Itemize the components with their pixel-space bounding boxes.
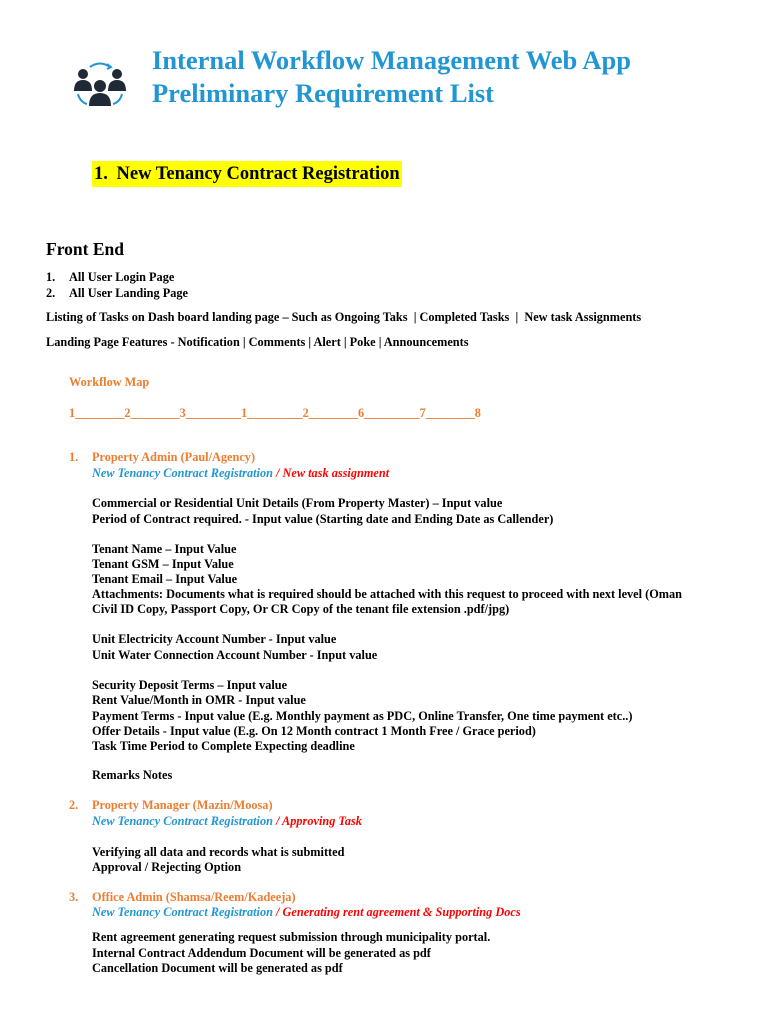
requirement-line: Commercial or Residential Unit Details (From Property Master) – Input value bbox=[92, 496, 503, 510]
list-item-number: 2. bbox=[46, 286, 56, 300]
role-heading bbox=[69, 798, 273, 813]
role-name: Property Admin (Paul/Agency) bbox=[92, 450, 256, 464]
requirement-line: Verifying all data and records what is submitted bbox=[92, 845, 345, 859]
role-task-name: New Tenancy Contract Registration bbox=[92, 466, 273, 480]
role-task bbox=[92, 905, 521, 920]
workflow-map: 1________2________3_________1_________2________6_________7________8 bbox=[69, 406, 481, 420]
requirement-line: Task Time Period to Complete Expecting deadline bbox=[92, 739, 355, 753]
requirement-line: Period of Contract required. - Input value (Starting date and Ending Date as Callender) bbox=[92, 512, 554, 526]
requirement-line: Tenant Email – Input Value bbox=[92, 572, 238, 586]
requirement-line: Tenant Name – Input Value bbox=[92, 542, 237, 556]
requirement-line: Internal Contract Addendum Document will be generated as pdf bbox=[92, 946, 431, 960]
document-title-line1: Internal Workflow Management Web App bbox=[152, 45, 632, 75]
section-number: 1. bbox=[94, 164, 108, 184]
requirement-line: Approval / Rejecting Option bbox=[92, 860, 242, 874]
role-task-type: / Generating rent agreement & Supporting Docs bbox=[272, 905, 521, 919]
front-end-heading: Front End bbox=[46, 239, 124, 259]
role-number: 2. bbox=[69, 798, 79, 812]
role-task-type: / Approving Task bbox=[272, 814, 362, 828]
section-title: New Tenancy Contract Registration bbox=[116, 164, 400, 184]
requirement-line: Remarks Notes bbox=[92, 768, 173, 782]
role-task-name: New Tenancy Contract Registration bbox=[92, 814, 273, 828]
document-title-line2: Preliminary Requirement List bbox=[152, 78, 495, 108]
list-item bbox=[46, 286, 188, 301]
role-task bbox=[92, 814, 362, 829]
role-task-type: / New task assignment bbox=[272, 466, 390, 480]
list-item-number: 1. bbox=[46, 270, 56, 284]
workflow-map-label: Workflow Map bbox=[69, 375, 150, 389]
role-name: Property Manager (Mazin/Moosa) bbox=[92, 798, 273, 812]
requirement-line: Rent agreement generating request submission through municipality portal. bbox=[92, 930, 491, 944]
role-heading bbox=[69, 890, 296, 905]
list-item bbox=[46, 270, 174, 285]
requirement-line: Attachments: Documents what is required should be attached with this request to proceed with next level (Oman bbox=[92, 587, 683, 601]
list-item-text: All User Landing Page bbox=[69, 286, 188, 300]
requirement-line: Civil ID Copy, Passport Copy, Or CR Copy of the tenant file extension .pdf/jpg) bbox=[92, 602, 510, 616]
requirement-line: Offer Details - Input value (E.g. On 12 Month contract 1 Month Free / Grace period) bbox=[92, 724, 536, 738]
section-heading bbox=[92, 161, 402, 187]
team-workflow-icon bbox=[70, 58, 130, 110]
task-listing-text: Listing of Tasks on Dash board landing page – Such as Ongoing Taks | Completed Tasks | New task Assignments bbox=[46, 310, 642, 324]
requirement-line: Payment Terms - Input value (E.g. Monthly payment as PDC, Online Transfer, One time payment etc..) bbox=[92, 709, 633, 723]
role-heading bbox=[69, 450, 255, 465]
list-item-text: All User Login Page bbox=[69, 270, 175, 284]
requirement-line: Cancellation Document will be generated as pdf bbox=[92, 961, 343, 975]
requirement-line: Tenant GSM – Input Value bbox=[92, 557, 234, 571]
role-name: Office Admin (Shamsa/Reem/Kadeeja) bbox=[92, 890, 296, 904]
role-number: 3. bbox=[69, 890, 79, 904]
requirement-line: Unit Water Connection Account Number - Input value bbox=[92, 648, 378, 662]
requirement-line: Rent Value/Month in OMR - Input value bbox=[92, 693, 306, 707]
requirement-line: Unit Electricity Account Number - Input value bbox=[92, 632, 337, 646]
landing-features-text: Landing Page Features - Notification | Comments | Alert | Poke | Announcements bbox=[46, 335, 469, 349]
role-number: 1. bbox=[69, 450, 79, 464]
requirement-line: Security Deposit Terms – Input value bbox=[92, 678, 288, 692]
role-task bbox=[92, 466, 389, 481]
role-task-name: New Tenancy Contract Registration bbox=[92, 905, 273, 919]
